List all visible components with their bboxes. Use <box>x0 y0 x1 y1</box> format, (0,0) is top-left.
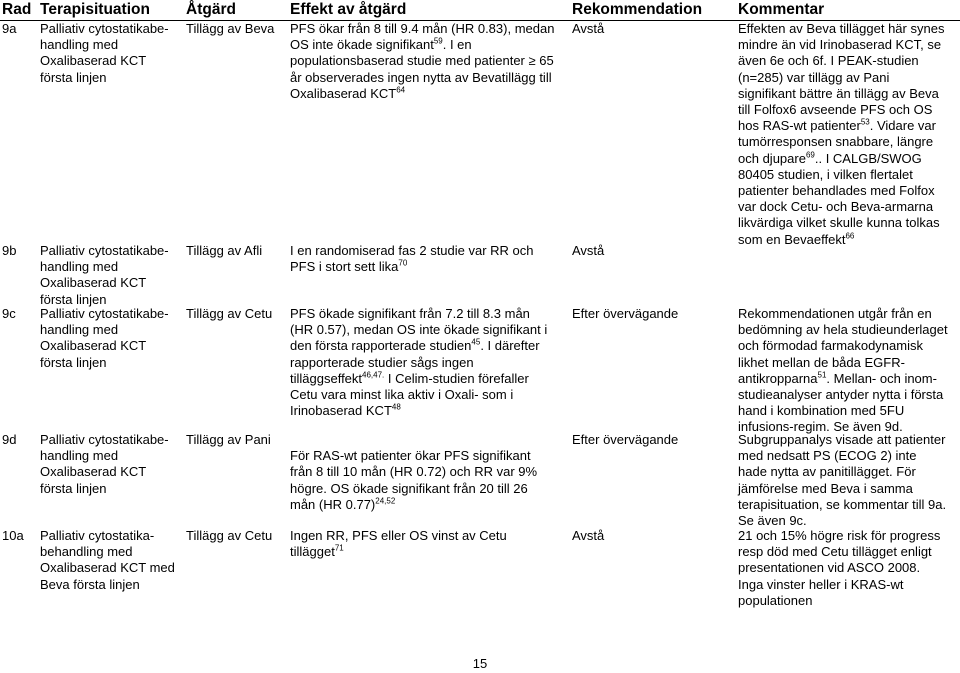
row-9a-effekt: PFS ökar från 8 till 9.4 mån (HR 0.83), medan OS inte ökade signifikant$^{59}$. I en populationsbaserad studie med patienter ≥ 65 år observerades ingen nytta av Bevatillägg till Oxalibaserad KCT$^{64}$ <box>290 21 555 101</box>
row-9a-situation: Palliativ cytostatikabe- handling med Oxalibaserad KCT första linjen <box>40 21 169 85</box>
header-kommentar: Kommentar <box>738 1 825 18</box>
row-9a-kommentar: Effekten av Beva tillägget här synes mindre än vid Irinobaserad KCT, se även 6e och 6f. I PEAK-studien (n=285) var tillägg av Pani signifikant bättre än tillägg av Beva till Folfox6 avseende PFS och OS hos RAS-wt patienter$^{53}$. Vidare var tumörresponsen snabbare, längre och djupare$^{69}$.. I CALGB/SWOG 80405 studien, i vilken flertalet patienter behandlades med Folfox var dock Cetu- och Beva-armarna likvärdiga vilket skulle kunna tolkas som en Bevaeffekt$^{66}$ <box>738 21 945 247</box>
row-10a-atgard: Tillägg av Cetu <box>186 528 273 543</box>
page-number: 15 <box>472 656 488 671</box>
header-situation: Terapisituation <box>40 1 150 18</box>
row-9c-atgard: Tillägg av Cetu <box>186 306 273 321</box>
row-10a-situation: Palliativ cytostatika- behandling med Oxalibaserad KCT med Beva första linjen <box>40 528 175 592</box>
row-9b-rad: 9b <box>2 243 17 258</box>
row-9b-atgard: Tillägg av Afli <box>186 243 263 258</box>
row-9d-atgard: Tillägg av Pani <box>186 432 271 447</box>
row-9d-rekommendation: Efter övervägande <box>572 432 679 447</box>
row-10a-kommentar: 21 och 15% högre risk för progress resp död med Cetu tillägget enligt presentationen vid ASCO 2008. Inga vinster heller i KRAS-wt populationen <box>738 528 941 608</box>
row-9d-rad: 9d <box>2 432 17 447</box>
row-9d-situation: Palliativ cytostatikabe- handling med Oxalibaserad KCT första linjen <box>40 432 169 496</box>
row-9b-situation: Palliativ cytostatikabe- handling med Oxalibaserad KCT första linjen <box>40 243 169 307</box>
header-atgard: Åtgärd <box>186 1 236 18</box>
row-9c-rad: 9c <box>2 306 16 321</box>
row-10a-effekt: Ingen RR, PFS eller OS vinst av Cetu tillägget$^{71}$ <box>290 528 507 560</box>
row-9c-rekommendation: Efter övervägande <box>572 306 679 321</box>
row-9a-rad: 9a <box>2 21 17 36</box>
row-9b-effekt: I en randomiserad fas 2 studie var RR och PFS i stort sett lika$^{70}$ <box>290 243 534 275</box>
header-rekommendation: Rekommendation <box>572 1 703 18</box>
row-9d-kommentar: Subgruppanalys visade att patienter med nedsatt PS (ECOG 2) inte hade nytta av panitillägget. För jämförelse med Beva i samma terapisituation, se kommentar till 9a. Se även 9c. <box>738 432 947 529</box>
row-9a-rekommendation: Avstå <box>572 21 605 36</box>
header-rad: Rad <box>2 1 32 18</box>
row-10a-rekommendation: Avstå <box>572 528 605 543</box>
row-9b-rekommendation: Avstå <box>572 243 605 258</box>
row-10a-rad: 10a <box>2 528 24 543</box>
row-9c-kommentar: Rekommendationen utgår från en bedömning av hela studieunderlaget och förmodad farmakodynamisk likhet mellan de båda EGFR- antikropparna$^{51}$. Mellan- och inom- studieanalyser antyder nytta i första hand i kombination med 5FU infusions-regim. Se även 9d. <box>738 306 948 435</box>
row-9a-atgard: Tillägg av Beva <box>186 21 275 36</box>
row-9c-situation: Palliativ cytostatikabe- handling med Oxalibaserad KCT första linjen <box>40 306 169 370</box>
row-9d-effekt: För RAS-wt patienter ökar PFS signifikant från 8 till 10 mån (HR 0.72) och RR var 9% högre. OS ökade signifikant från 20 till 26 mån (HR 0.77)$^{24,52}$ <box>290 448 538 512</box>
row-9c-effekt: PFS ökade signifikant från 7.2 till 8.3 mån (HR 0.57), medan OS inte ökade signifikant i den första rapporterade studien$^{45}$. I därefter rapporterade studier sågs ingen tilläggseffekt$^{46,47.}$ I Celim-studien förefaller Cetu vara minst lika aktiv i Oxali- som i Irinobaserad KCT$^{48}$ <box>290 306 548 419</box>
header-effekt: Effekt av åtgärd <box>290 1 407 18</box>
